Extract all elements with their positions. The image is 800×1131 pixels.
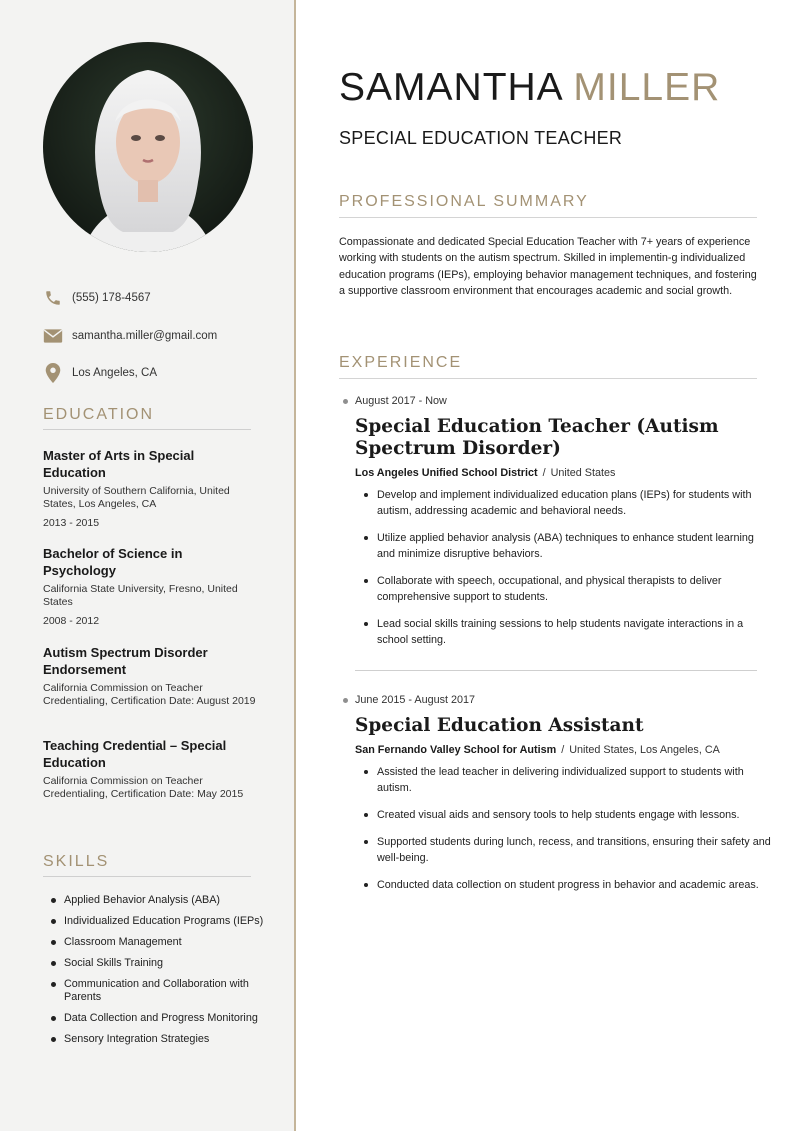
- job-divider: [355, 670, 757, 671]
- education-heading: EDUCATION: [43, 406, 251, 430]
- position-title: Special Education Teacher (Autism Spectrum Disorder): [355, 416, 719, 459]
- institution: California Commission on Teacher Credentialing, Certification Date: August 2019: [43, 682, 256, 707]
- bullet-item: Conducted data collection on student progress in behavior and academic areas.: [362, 877, 772, 893]
- bullet-item: Lead social skills training sessions to help students navigate interactions in a school setting.: [362, 616, 772, 648]
- job-bullets: [362, 764, 772, 903]
- degree: Master of Arts in Special Education: [43, 448, 195, 480]
- bullet-item: Collaborate with speech, occupational, and physical therapists to deliver comprehensive support to students.: [362, 573, 772, 605]
- education-item: [43, 738, 258, 801]
- company-name: San Fernando Valley School for Autism: [355, 744, 557, 756]
- phone-icon: [43, 288, 63, 308]
- summary-heading: PROFESSIONAL SUMMARY: [339, 193, 757, 218]
- bullet-item: Utilize applied behavior analysis (ABA) techniques to enhance student learning and minimize disruptive behaviors.: [362, 530, 772, 562]
- education-item: [43, 546, 258, 627]
- job-dates-text: June 2015 - August 2017: [355, 694, 476, 706]
- job-bullets: [362, 487, 772, 659]
- skill-item: Social Skills Training: [48, 957, 273, 970]
- company-location: United States: [550, 467, 616, 479]
- summary-text: Compassionate and dedicated Special Education Teacher with 7+ years of experience working with students on the autism spectrum. Skilled in implementin-g individualized education programs (IEPs), employing behavior management techniques, and fostering a supportive classroom environment that encourages academic and social growth.: [339, 236, 757, 298]
- education-item: [43, 448, 258, 529]
- degree: Autism Spectrum Disorder Endorsement: [43, 645, 208, 677]
- skill-item: Sensory Integration Strategies: [48, 1033, 273, 1046]
- location-pin-icon: [43, 363, 63, 383]
- contact-location: [43, 363, 157, 383]
- company-name: Los Angeles Unified School District: [355, 467, 538, 479]
- years: 2013 - 2015: [43, 517, 100, 529]
- timeline-dot: [343, 399, 348, 404]
- skill-item: Individualized Education Programs (IEPs): [48, 915, 273, 928]
- phone-text: (555) 178-4567: [72, 292, 151, 304]
- contact-email: [43, 326, 217, 346]
- location-text: Los Angeles, CA: [72, 367, 158, 379]
- sidebar: [0, 0, 296, 1131]
- employer: Los Angeles Unified School District / United States: [355, 467, 616, 479]
- job-title: SPECIAL EDUCATION TEACHER: [339, 128, 623, 148]
- institution: California Commission on Teacher Credentialing, Certification Date: May 2015: [43, 775, 244, 800]
- skill-item: Communication and Collaboration with Parents: [48, 978, 273, 1004]
- bullet-item: Develop and implement individualized education plans (IEPs) for students with autism, addressing academic and behavioral needs.: [362, 487, 772, 519]
- degree: Bachelor of Science in Psychology: [43, 546, 183, 578]
- institution: University of Southern California, United States, Los Angeles, CA: [43, 485, 230, 510]
- contact-phone: [43, 288, 151, 308]
- bullet-item: Assisted the lead teacher in delivering individualized support to students with autism.: [362, 764, 772, 796]
- last-name: MILLER: [573, 66, 721, 109]
- degree: Teaching Credential – Special Education: [43, 738, 227, 770]
- education-item: [43, 645, 258, 708]
- bullet-item: Supported students during lunch, recess, and transitions, ensuring their safety and well-being.: [362, 834, 772, 866]
- first-name: SAMANTHA: [339, 66, 562, 109]
- candidate-name: [339, 66, 720, 110]
- main-content: [296, 0, 800, 1131]
- email-icon: [43, 326, 63, 346]
- skill-item: Applied Behavior Analysis (ABA): [48, 894, 273, 907]
- skills-list: [48, 894, 273, 1054]
- position-title: Special Education Assistant: [355, 715, 644, 736]
- company-location: United States, Los Angeles, CA: [569, 744, 720, 756]
- job-dates-text: August 2017 - Now: [355, 395, 447, 407]
- skill-item: Classroom Management: [48, 936, 273, 949]
- years: 2008 - 2012: [43, 615, 100, 627]
- profile-photo: [43, 42, 253, 252]
- employer: San Fernando Valley School for Autism / United States, Los Angeles, CA: [355, 744, 720, 756]
- timeline-dot: [343, 698, 348, 703]
- bullet-item: Created visual aids and sensory tools to help students engage with lessons.: [362, 807, 772, 823]
- skills-heading: SKILLS: [43, 853, 251, 877]
- experience-heading: EXPERIENCE: [339, 354, 757, 379]
- email-text: samantha.miller@gmail.com: [72, 330, 218, 342]
- job-dates: [343, 395, 447, 407]
- institution: California State University, Fresno, United States: [43, 583, 238, 608]
- skill-item: Data Collection and Progress Monitoring: [48, 1012, 273, 1025]
- job-dates: [343, 694, 475, 706]
